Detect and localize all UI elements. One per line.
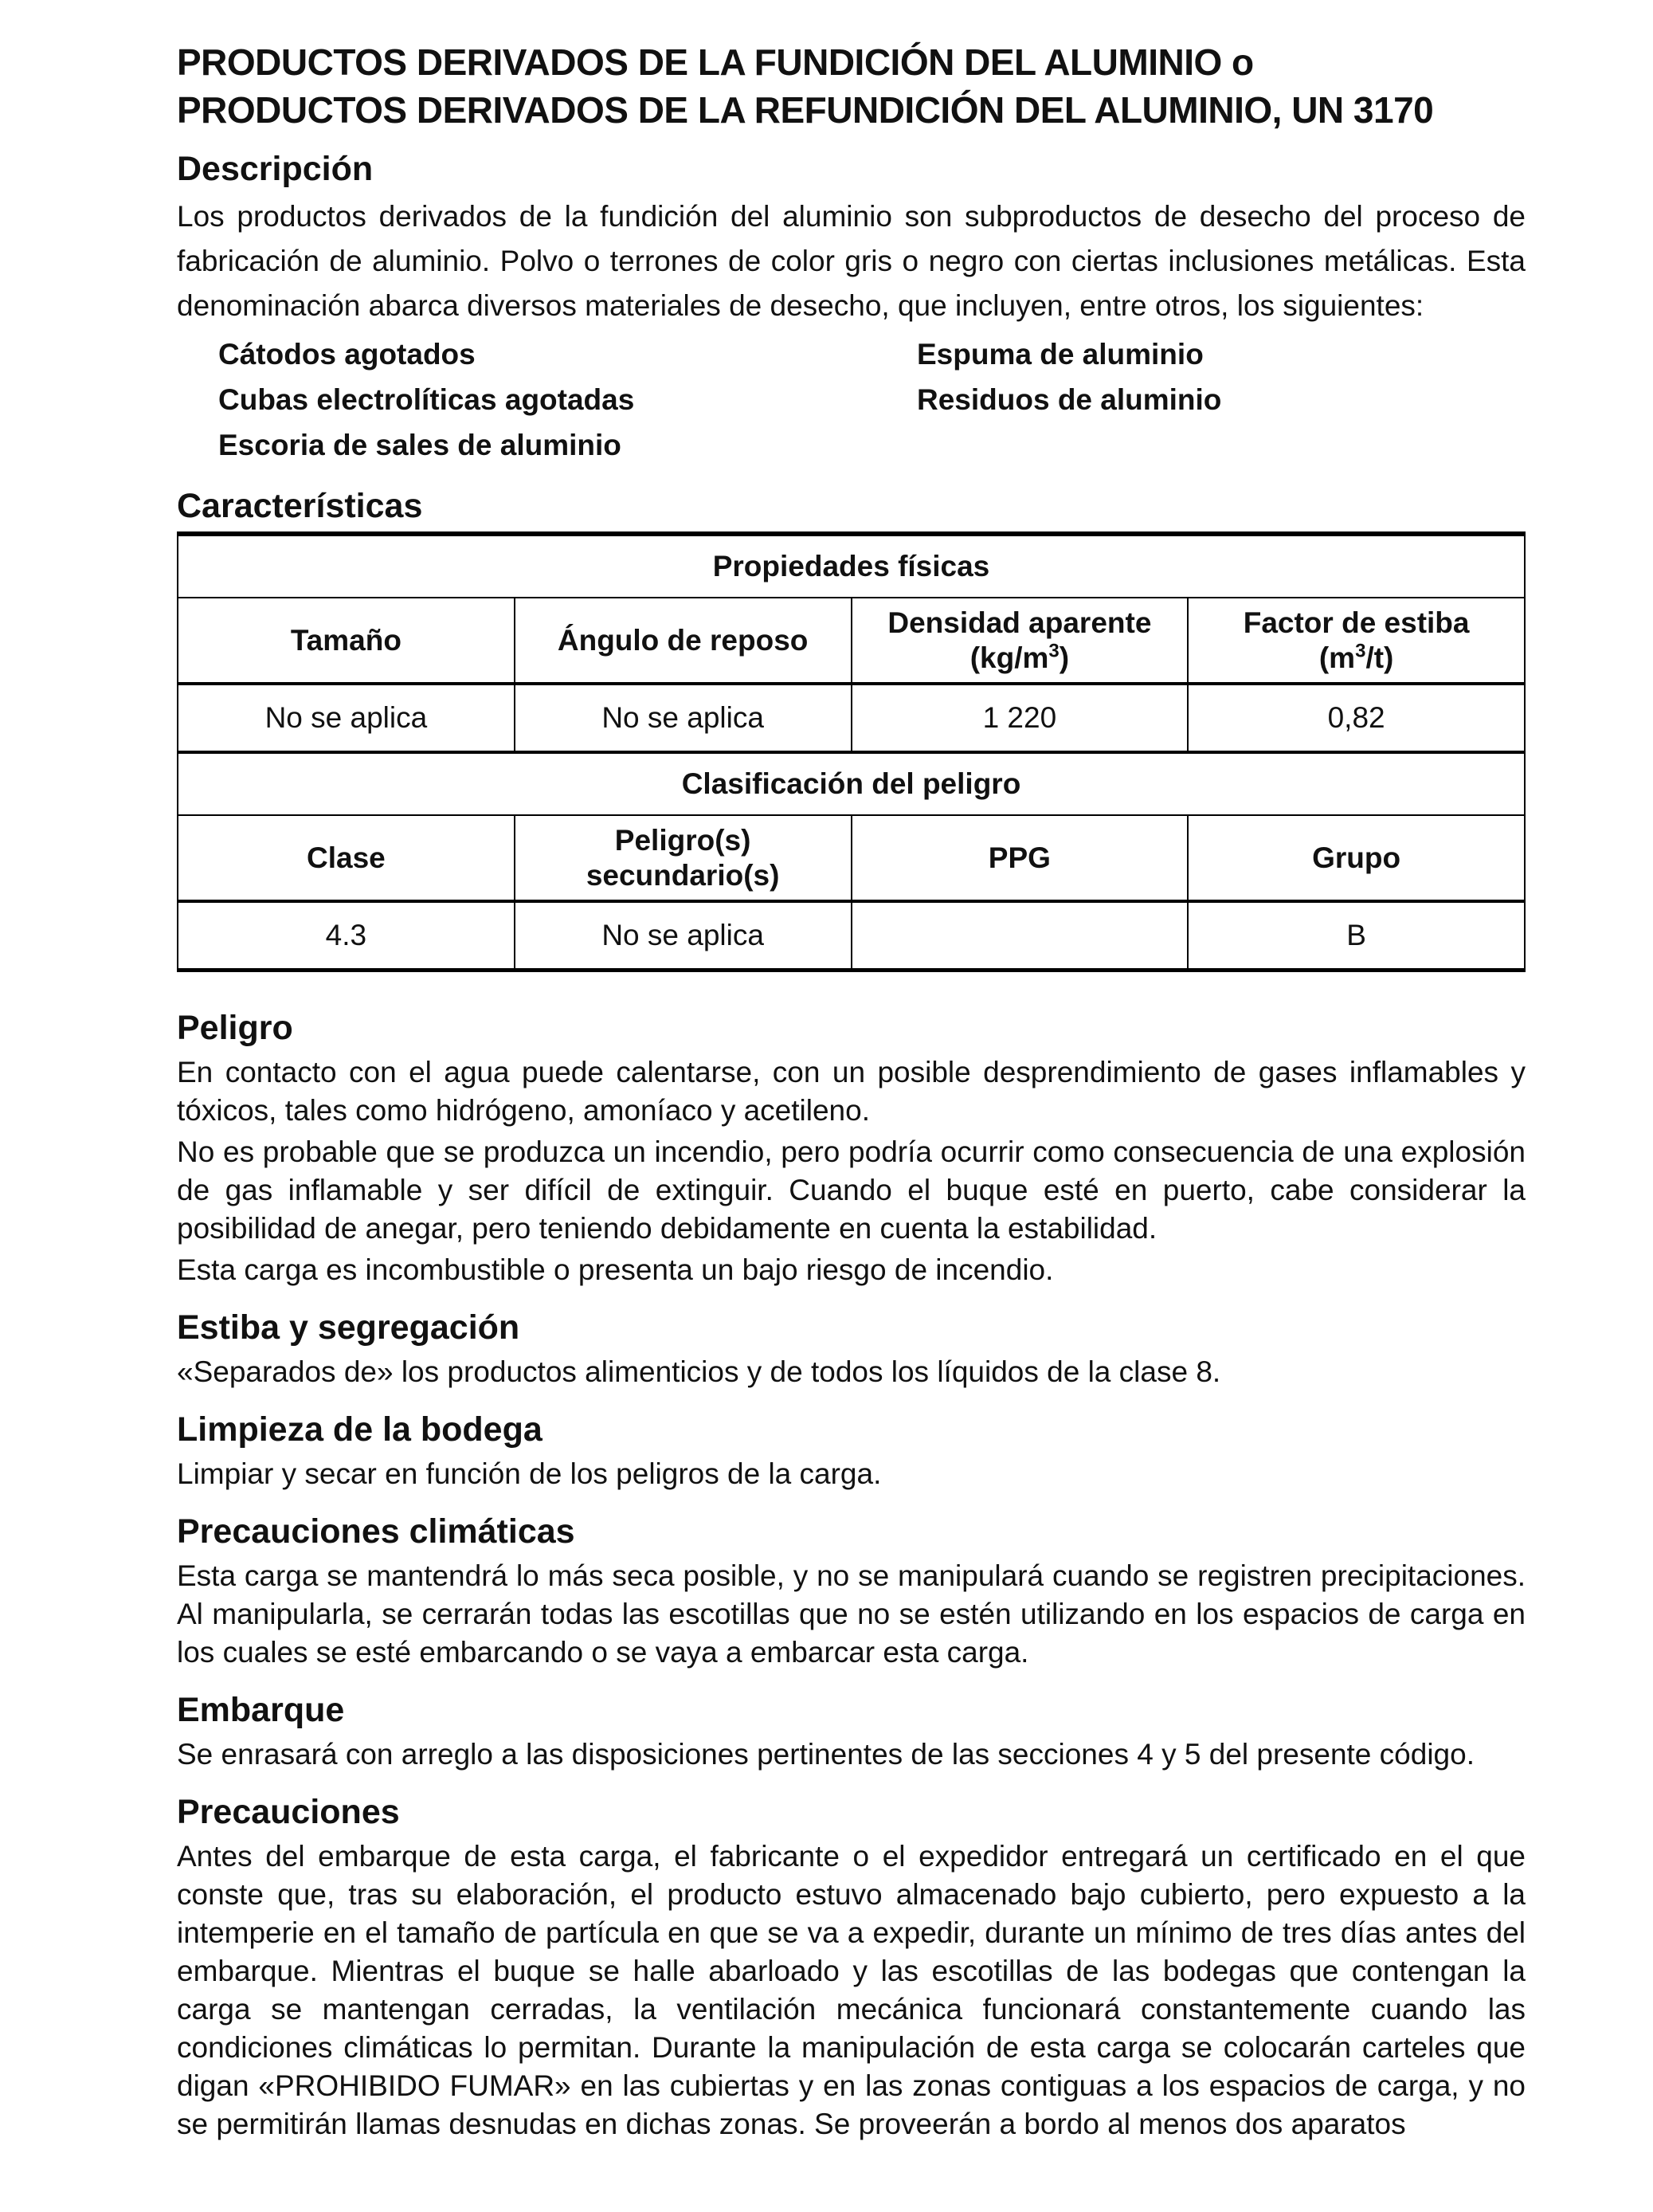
superscript-3: 3: [1048, 640, 1060, 662]
table-row: [178, 752, 1525, 815]
materials-list: [177, 331, 1526, 468]
material-item: Espuma de aluminio: [917, 338, 1204, 371]
page-title-line-1: PRODUCTOS DERIVADOS DE LA FUNDICIÓN DEL ALUMINIO o: [177, 41, 1254, 83]
column-header-ppg: PPG: [852, 815, 1189, 901]
value-grupo: B: [1188, 901, 1525, 971]
characteristics-table: [177, 531, 1526, 972]
material-item: Cátodos agotados: [218, 338, 476, 371]
embarque-text: Se enrasará con arreglo a las disposiciones pertinentes de las secciones 4 y 5 del presente código.: [177, 1738, 1475, 1771]
table-row: [178, 815, 1525, 901]
column-header-tamano: Tamaño: [178, 598, 515, 684]
document-content: [177, 38, 1526, 2147]
superscript-3: 3: [1355, 640, 1366, 662]
estiba-text: «Separados de» los productos alimenticios y de todos los líquidos de la clase 8.: [177, 1355, 1221, 1388]
value-densidad: 1 220: [852, 684, 1189, 752]
descripcion-text: Los productos derivados de la fundición del aluminio son subproductos de desecho del proceso de fabricación de aluminio. Polvo o terrones de color gris o negro con ciertas inclusiones metálicas. Esta denominación abarca diversos materiales de desecho, que incluyen, entre otros, los siguientes:: [177, 200, 1526, 322]
material-item: Escoria de sales de aluminio: [218, 429, 621, 461]
value-tamano: No se aplica: [178, 684, 515, 752]
precauciones-climaticas-text: Esta carga se mantendrá lo más seca posible, y no se manipulará cuando se registren precipitaciones. Al manipularla, se cerrarán todas las escotillas que no se estén utilizando en los espacios de carga en los cuales se esté embarcando o se vaya a embarcar esta carga.: [177, 1559, 1526, 1669]
physical-properties-header: Propiedades físicas: [178, 534, 1525, 598]
material-item: Residuos de aluminio: [917, 383, 1222, 416]
materials-column-right: [917, 331, 1526, 468]
table-row: [178, 534, 1525, 598]
table-row: [178, 598, 1525, 684]
column-header-peligro-secundario: Peligro(s) secundario(s): [515, 815, 852, 901]
peligro-paragraph-1: En contacto con el agua puede calentarse, con un posible desprendimiento de gases inflamables y tóxicos, tales como hidrógeno, amoníaco y acetileno.: [177, 1056, 1526, 1127]
page-title-line-2: PRODUCTOS DERIVADOS DE LA REFUNDICIÓN DEL ALUMINIO, UN 3170: [177, 89, 1434, 131]
value-factor-estiba: 0,82: [1188, 684, 1525, 752]
section-heading-precauciones: Precauciones: [177, 1793, 400, 1831]
precauciones-text: Antes del embarque de esta carga, el fabricante o el expedidor entregará un certificado en el que conste que, tras su elaboración, el producto estuvo almacenado bajo cubierto, pero expuesto a la intemperie en el tamaño de partícula en que se va a expedir, durante un mínimo de tres días antes del embarque. Mientras el buque se halle abarloado y las escotillas de las bodegas que contengan la carga se mantengan cerradas, la ventilación mecánica funcionará constantemente cuando las condiciones climáticas lo permitan. Durante la manipulación de esta carga se colocarán carteles que digan «PROHIBIDO FUMAR» en las cubiertas y en las zonas contiguas a los espacios de carga, y no se permitirán llamas desnudas en dichas zonas. Se proveerán a bordo al menos dos aparatos: [177, 1840, 1526, 2140]
section-heading-peligro: Peligro: [177, 1009, 293, 1047]
page-title: [177, 38, 1526, 134]
section-heading-limpieza: Limpieza de la bodega: [177, 1410, 543, 1449]
value-angulo: No se aplica: [515, 684, 852, 752]
peligro-paragraph-2: No es probable que se produzca un incendio, pero podría ocurrir como consecuencia de una explosión de gas inflamable y ser difícil de extinguir. Cuando el buque esté en puerto, cabe considerar la posibilidad de anegar, pero teniendo debidamente en cuenta la estabilidad.: [177, 1135, 1526, 1245]
section-heading-embarque: Embarque: [177, 1691, 345, 1729]
material-item: Cubas electrolíticas agotadas: [218, 383, 635, 416]
section-heading-estiba: Estiba y segregación: [177, 1308, 520, 1347]
column-header-grupo: Grupo: [1188, 815, 1525, 901]
table-row: [178, 684, 1525, 752]
materials-column-left: [218, 331, 917, 468]
value-peligro-secundario: No se aplica: [515, 901, 852, 971]
value-ppg: [852, 901, 1189, 971]
column-header-angulo: Ángulo de reposo: [515, 598, 852, 684]
peligro-paragraph-3: Esta carga es incombustible o presenta un bajo riesgo de incendio.: [177, 1253, 1054, 1286]
section-heading-caracteristicas: Características: [177, 487, 423, 525]
column-header-factor-estiba: Factor de estiba $(m^3/t)$: [1188, 598, 1525, 684]
limpieza-text: Limpiar y secar en función de los peligros de la carga.: [177, 1457, 882, 1490]
table-row: [178, 901, 1525, 971]
hazard-classification-header: Clasificación del peligro: [178, 752, 1525, 815]
column-header-clase: Clase: [178, 815, 515, 901]
section-heading-descripcion: Descripción: [177, 150, 374, 188]
section-heading-precauciones-climaticas: Precauciones climáticas: [177, 1512, 575, 1551]
column-header-densidad: Densidad aparente $(kg/m^3)$: [852, 598, 1189, 684]
value-clase: 4.3: [178, 901, 515, 971]
